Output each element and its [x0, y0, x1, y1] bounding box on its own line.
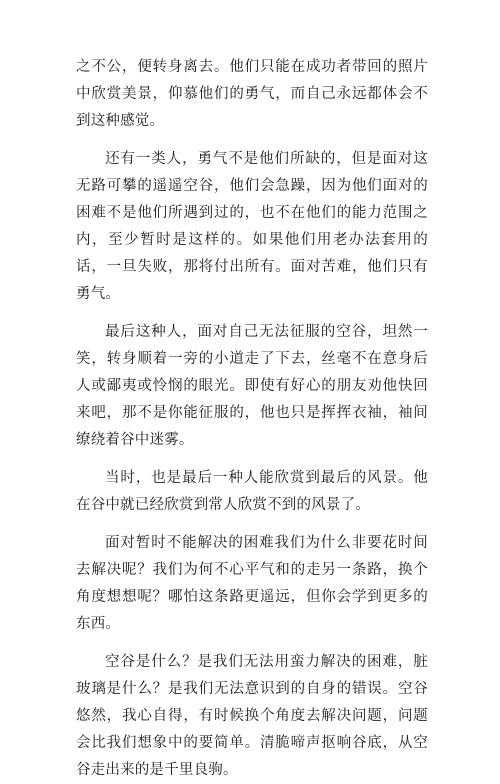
- paragraph-6: 空谷是什么？是我们无法用蛮力解决的困难，脏玻璃是什么？是我们无法意识到的自身的错误。空谷悠然，我心自得，有时候换个角度去解决问题，问题会比我们想象中的要简单。清脆啼声抠响谷底，从空谷走出来的是千里良驹。: [76, 654, 428, 778]
- paragraph-2: 还有一类人，勇气不是他们所缺的，但是面对这无路可攀的遥遥空谷，他们会急躁，因为他们面对的困难不是他们所遇到过的，也不在他们的能力范围之内，至少暂时是这样的。如果他们用老办法套用的话，一旦失败，那将付出所有。面对苦难，他们只有勇气。: [76, 151, 428, 302]
- paragraph-4: 当时，也是最后一种人能欣赏到最后的风景。他在谷中就已经欣赏到常人欣赏不到的风景了。: [76, 470, 428, 513]
- document-body: [76, 54, 428, 784]
- paragraph-5: 面对暂时不能解决的困难我们为什么非要花时间去解决呢？我们为何不心平气和的走另一条路，换个角度想想呢？哪怕这条路更遥远，但你会学到更多的东西。: [76, 535, 428, 632]
- paragraph-3: 最后这种人，面对自己无法征服的空谷，坦然一笑，转身顺着一旁的小道走了下去，丝毫不在意身后人或鄙夷或怜悯的眼光。即使有好心的朋友劝他快回来吧，那不是你能征服的，他也只是挥挥衣袖，袖间缭绕着谷中迷雾。: [76, 324, 428, 448]
- paragraph-1: 之不公，便转身离去。他们只能在成功者带回的照片中欣赏美景，仰慕他们的勇气，而自己永远都体会不到这种感觉。: [76, 59, 428, 129]
